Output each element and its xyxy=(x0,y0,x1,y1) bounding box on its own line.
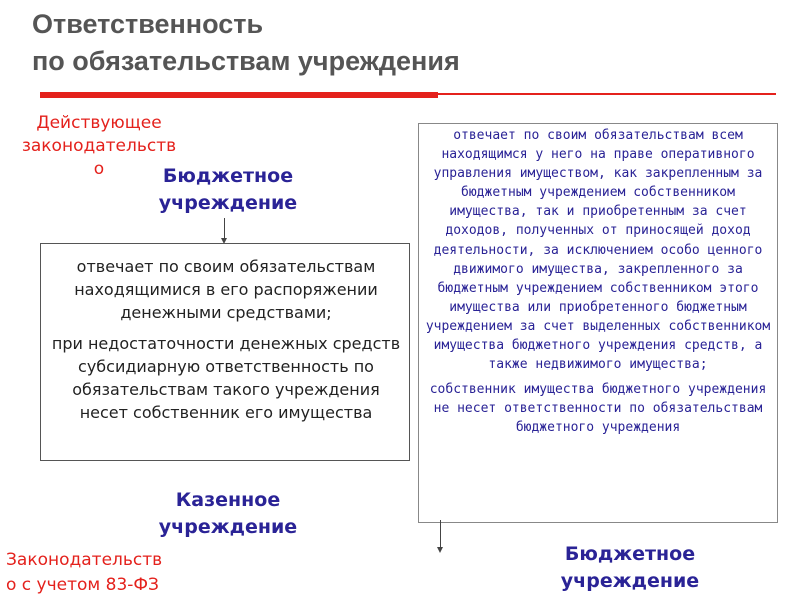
arrow-down-icon-bottom xyxy=(437,547,443,553)
left-box-text xyxy=(48,255,404,432)
title-underline xyxy=(40,92,438,98)
right-box-text xyxy=(422,126,774,444)
right-paragraph-1: отвечает по своим обязательствам всем находящимся у него на праве оперативного управления имуществом, как закрепленным за бюджетным учреждением собственником имущества, так и приобретенным за счет доходов, полученных от приносящей доход деятельности, за исключением особо ценного движимого имущества, закрепленного за бюджетным учреждением собственником этого имущества или приобретенного бюджетным учреждением за счет выделенных собственником имущества бюджетного учреждения средств, а также недвижимого имущества; xyxy=(425,128,771,373)
treasury-institution-label: Казенное учреждение xyxy=(158,489,298,538)
page-title xyxy=(32,6,772,80)
right-paragraph-2: собственник имущества бюджетного учреждения не несет ответственности по обязательствам бюджетного учреждения xyxy=(429,382,767,436)
left-paragraph-1: отвечает по своим обязательствам находящимися в его распоряжении денежными средствами; xyxy=(74,257,378,322)
law-83fz-caption: Законодательств о с учетом 83-ФЗ xyxy=(6,550,163,595)
budget-institution-label-top: Бюджетное учреждение xyxy=(158,165,298,214)
budget-institution-label-bottom: Бюджетное учреждение xyxy=(560,543,700,592)
current-law-caption: Действующее законодательств о xyxy=(21,113,177,179)
left-paragraph-2: при недостаточности денежных средств субсидиарную ответственность по обязательствам такого учреждения несет собственник его имущества xyxy=(51,334,401,422)
title-underline-thin xyxy=(438,93,776,95)
title-text: Ответственность по обязательствам учреждения xyxy=(32,9,460,76)
arrow-line-bottom xyxy=(440,520,441,550)
